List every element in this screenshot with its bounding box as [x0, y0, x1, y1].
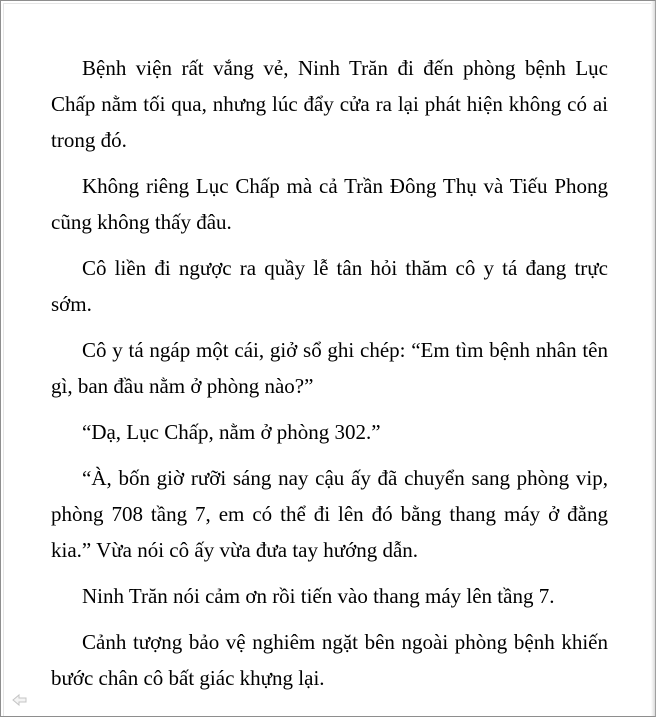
- paragraph: “À, bốn giờ rưỡi sáng nay cậu ấy đã chuyển sang phòng vip, phòng 708 tầng 7, em có thể đi lên đó bằng thang máy ở đằng kia.” Vừa nói cô ấy vừa đưa tay hướng dẫn.: [51, 466, 608, 562]
- left-arrow-icon[interactable]: [12, 693, 28, 707]
- paragraph: Bệnh viện rất vắng vẻ, Ninh Trăn đi đến phòng bệnh Lục Chấp nằm tối qua, nhưng lúc đẩy cửa ra lại phát hiện không có ai trong đó.: [51, 56, 608, 152]
- document-body: [51, 50, 608, 706]
- paragraph: Ninh Trăn nói cảm ơn rồi tiến vào thang máy lên tầng 7.: [82, 584, 555, 608]
- paragraph: Không riêng Lục Chấp mà cả Trần Đông Thụ và Tiếu Phong cũng không thấy đâu.: [51, 174, 608, 234]
- paragraph: “Dạ, Lục Chấp, nằm ở phòng 302.”: [82, 420, 381, 444]
- paragraph: Cô liền đi ngược ra quầy lễ tân hỏi thăm cô y tá đang trực sớm.: [51, 256, 608, 316]
- paragraph: Cô y tá ngáp một cái, giở sổ ghi chép: “Em tìm bệnh nhân tên gì, ban đầu nằm ở phòng nào?”: [51, 338, 608, 398]
- paragraph: Cảnh tượng bảo vệ nghiêm ngặt bên ngoài phòng bệnh khiến bước chân cô bất giác khựng lại.: [51, 630, 608, 690]
